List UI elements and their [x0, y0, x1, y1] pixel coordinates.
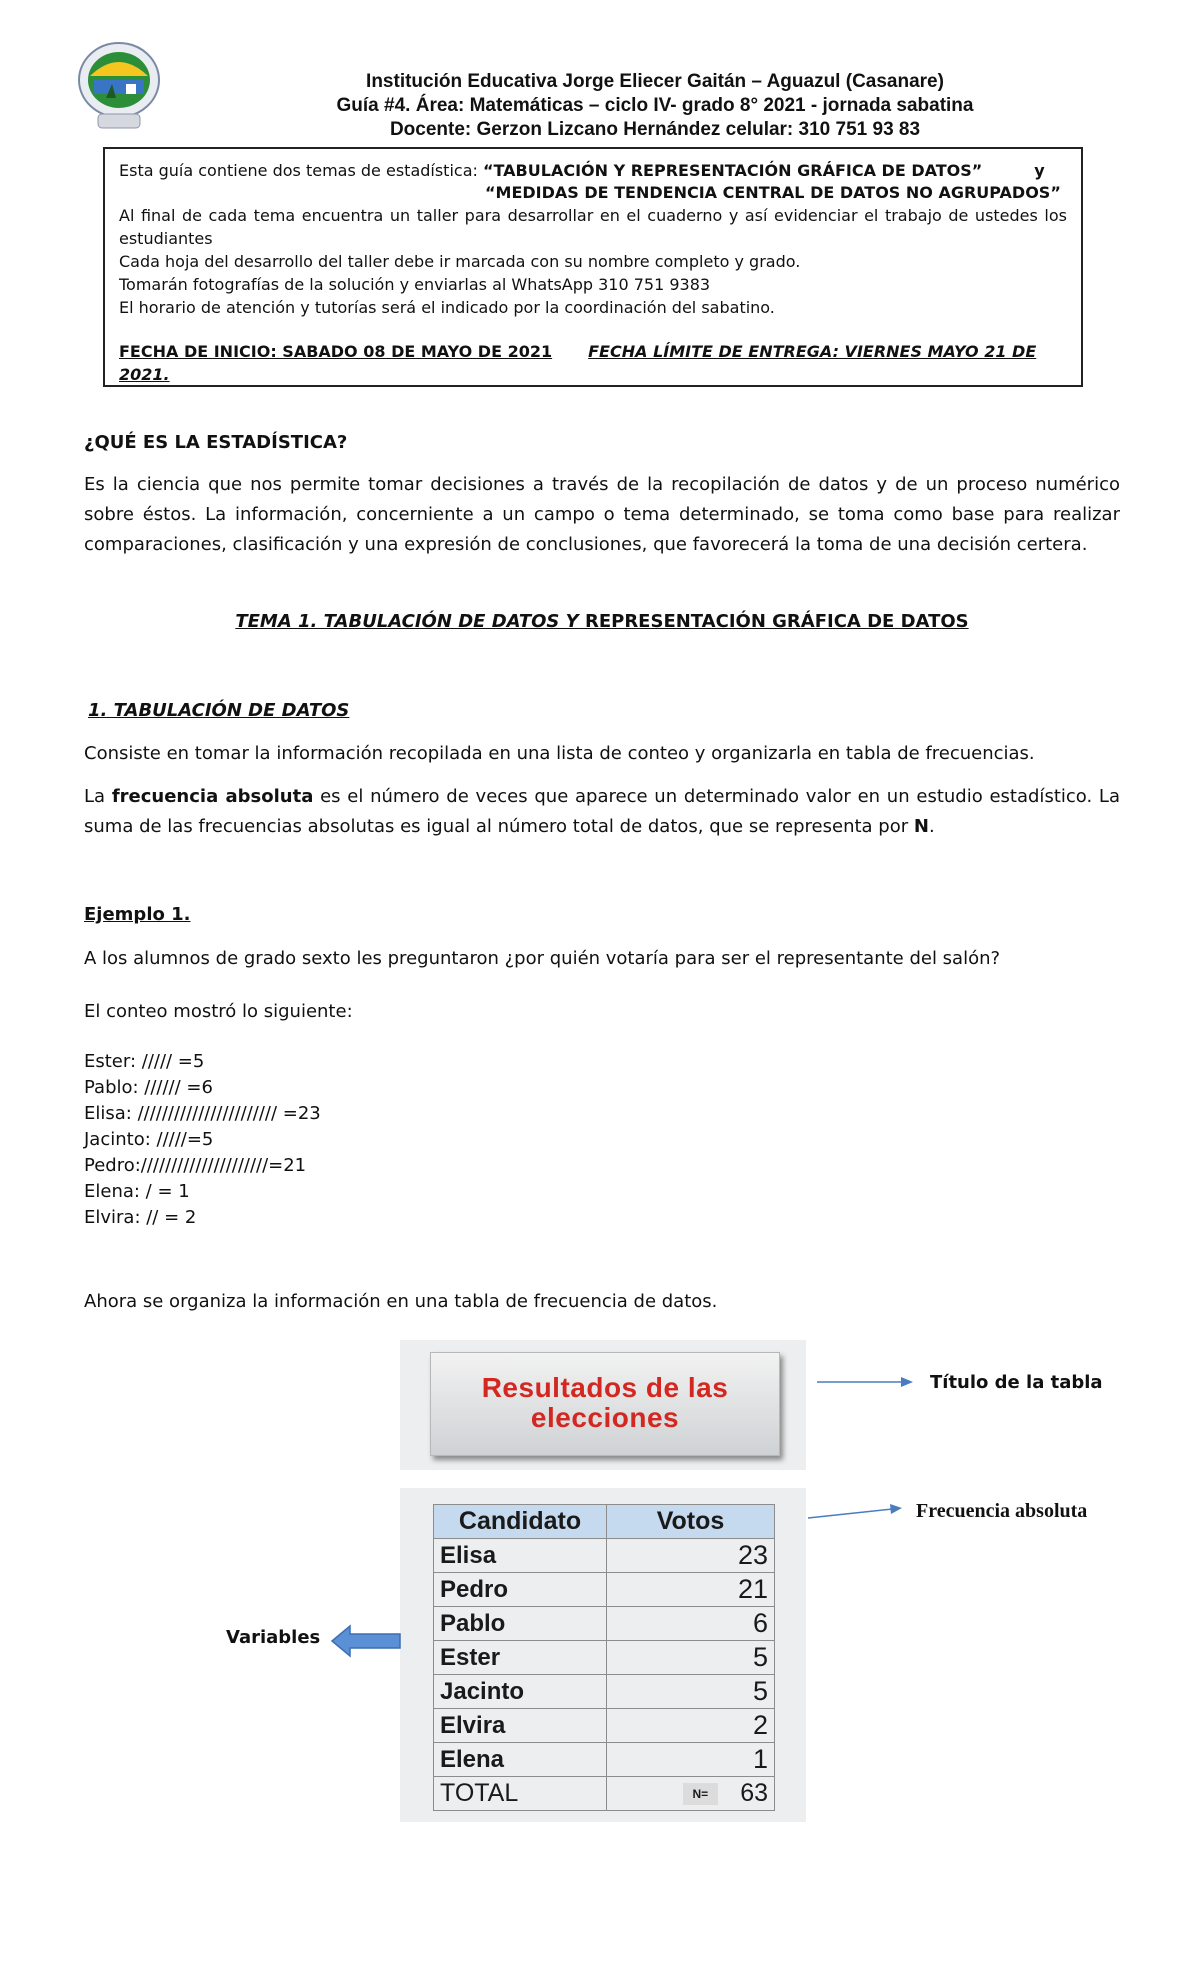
- total-label: TOTAL: [434, 1777, 607, 1811]
- table-row: Pablo 6: [434, 1607, 775, 1641]
- table-row: Jacinto 5: [434, 1675, 775, 1709]
- table-title-card: Resultados de las elecciones: [430, 1352, 780, 1456]
- table-row: Pedro 21: [434, 1573, 775, 1607]
- tally-item: Pedro://///////////////////=21: [84, 1155, 307, 1176]
- table-row: Elisa 23: [434, 1539, 775, 1573]
- info-line-marking: Cada hoja del desarrollo del taller debe ir marcada con su nombre completo y grado.: [119, 252, 801, 271]
- header-institution: Institución Educativa Jorge Eliecer Gaitán – Aguazul (Casanare): [366, 71, 944, 92]
- info-box: [103, 147, 1083, 387]
- label-absolute-frequency: Frecuencia absoluta: [916, 1500, 1088, 1522]
- info-line-dates: [119, 340, 1067, 386]
- example-intro: El conteo mostró lo siguiente:: [84, 1001, 353, 1022]
- tabulacion-p1: Consiste en tomar la información recopilada en una lista de conteo y organizarla en tabla de frecuencias.: [84, 743, 1035, 764]
- start-date: FECHA DE INICIO: SABADO 08 DE MAYO DE 2021: [119, 342, 553, 361]
- tally-item: Elvira: // = 2: [84, 1207, 197, 1228]
- statistics-definition: Es la ciencia que nos permite tomar decisiones a través de la recopilación de datos y de un proceso numérico sobre éstos. La información, concerniente a un campo o tema determinado, se toma como base para realizar comparaciones, clasificación y una expresión de conclusiones, que favorecerá la toma de una decisión certera.: [84, 474, 1120, 555]
- column-header-candidate: Candidato: [434, 1505, 607, 1539]
- tally-item: Elena: / = 1: [84, 1181, 190, 1202]
- label-table-title: Título de la tabla: [930, 1372, 1103, 1393]
- example-heading: Ejemplo 1.: [84, 904, 191, 925]
- deadline-date: FECHA LÍMITE DE ENTREGA: VIERNES MAYO 21 DE 2021.: [119, 342, 1037, 384]
- info-line-schedule: El horario de atención y tutorías será el indicado por la coordinación del sabatino.: [119, 298, 775, 317]
- school-logo: [76, 40, 162, 134]
- table-row: Elena 1: [434, 1743, 775, 1777]
- tabulacion-heading: 1. TABULACIÓN DE DATOS: [88, 700, 350, 721]
- info-line-workshop: Al final de cada tema encuentra un taller para desarrollar en el cuaderno y así evidenciar el trabajo de ustedes los estudiantes: [119, 206, 1067, 248]
- tally-list: [84, 1049, 1120, 1231]
- tally-item: Jacinto: /////=5: [84, 1129, 214, 1150]
- section-question: ¿QUÉ ES LA ESTADÍSTICA?: [84, 432, 348, 453]
- tally-item: Ester: ///// =5: [84, 1051, 205, 1072]
- column-header-votes: Votos: [607, 1505, 775, 1539]
- table-header-row: [434, 1505, 775, 1539]
- table-row: Elvira 2: [434, 1709, 775, 1743]
- arrow-right-icon: [815, 1374, 915, 1390]
- table-total-row: [434, 1777, 775, 1811]
- header-guide: Guía #4. Área: Matemáticas – ciclo IV- grado 8° 2021 - jornada sabatina: [336, 95, 974, 116]
- tabulacion-p2: La frecuencia absoluta es el número de veces que aparece un determinado valor en un estudio estadístico. La suma de las frecuencias absolutas es igual al número total de datos, que se representa por N.: [84, 786, 1120, 837]
- arrow-left-icon: [330, 1624, 402, 1658]
- tally-item: Pablo: ////// =6: [84, 1077, 213, 1098]
- example-outro: Ahora se organiza la información en una tabla de frecuencia de datos.: [84, 1291, 718, 1312]
- table-row: Ester 5: [434, 1641, 775, 1675]
- info-line-whatsapp: Tomarán fotografías de la solución y enviarlas al WhatsApp 310 751 9383: [119, 275, 711, 294]
- example-question: A los alumnos de grado sexto les preguntaron ¿por quién votaría para ser el representante del salón?: [84, 948, 1001, 969]
- tally-item: Elisa: /////////////////////// =23: [84, 1103, 321, 1124]
- info-line-topics: Esta guía contiene dos temas de estadística: “TABULACIÓN Y REPRESENTACIÓN GRÁFICA DE DATOS” y: [119, 161, 1045, 180]
- header-teacher: Docente: Gerzon Lizcano Hernández celular: 310 751 93 83: [389, 119, 921, 140]
- arrow-right-icon: [806, 1500, 906, 1522]
- label-variables: Variables: [226, 1627, 321, 1648]
- tema-title: TEMA 1. TABULACIÓN DE DATOS Y REPRESENTACIÓN GRÁFICA DE DATOS: [235, 611, 969, 632]
- frequency-table: [433, 1504, 775, 1811]
- total-value: 63: [740, 1779, 768, 1807]
- total-value-cell: [607, 1777, 775, 1811]
- n-label: N=: [683, 1783, 719, 1805]
- info-line-topic2: “MEDIDAS DE TENDENCIA CENTRAL DE DATOS NO AGRUPADOS”: [485, 183, 1061, 202]
